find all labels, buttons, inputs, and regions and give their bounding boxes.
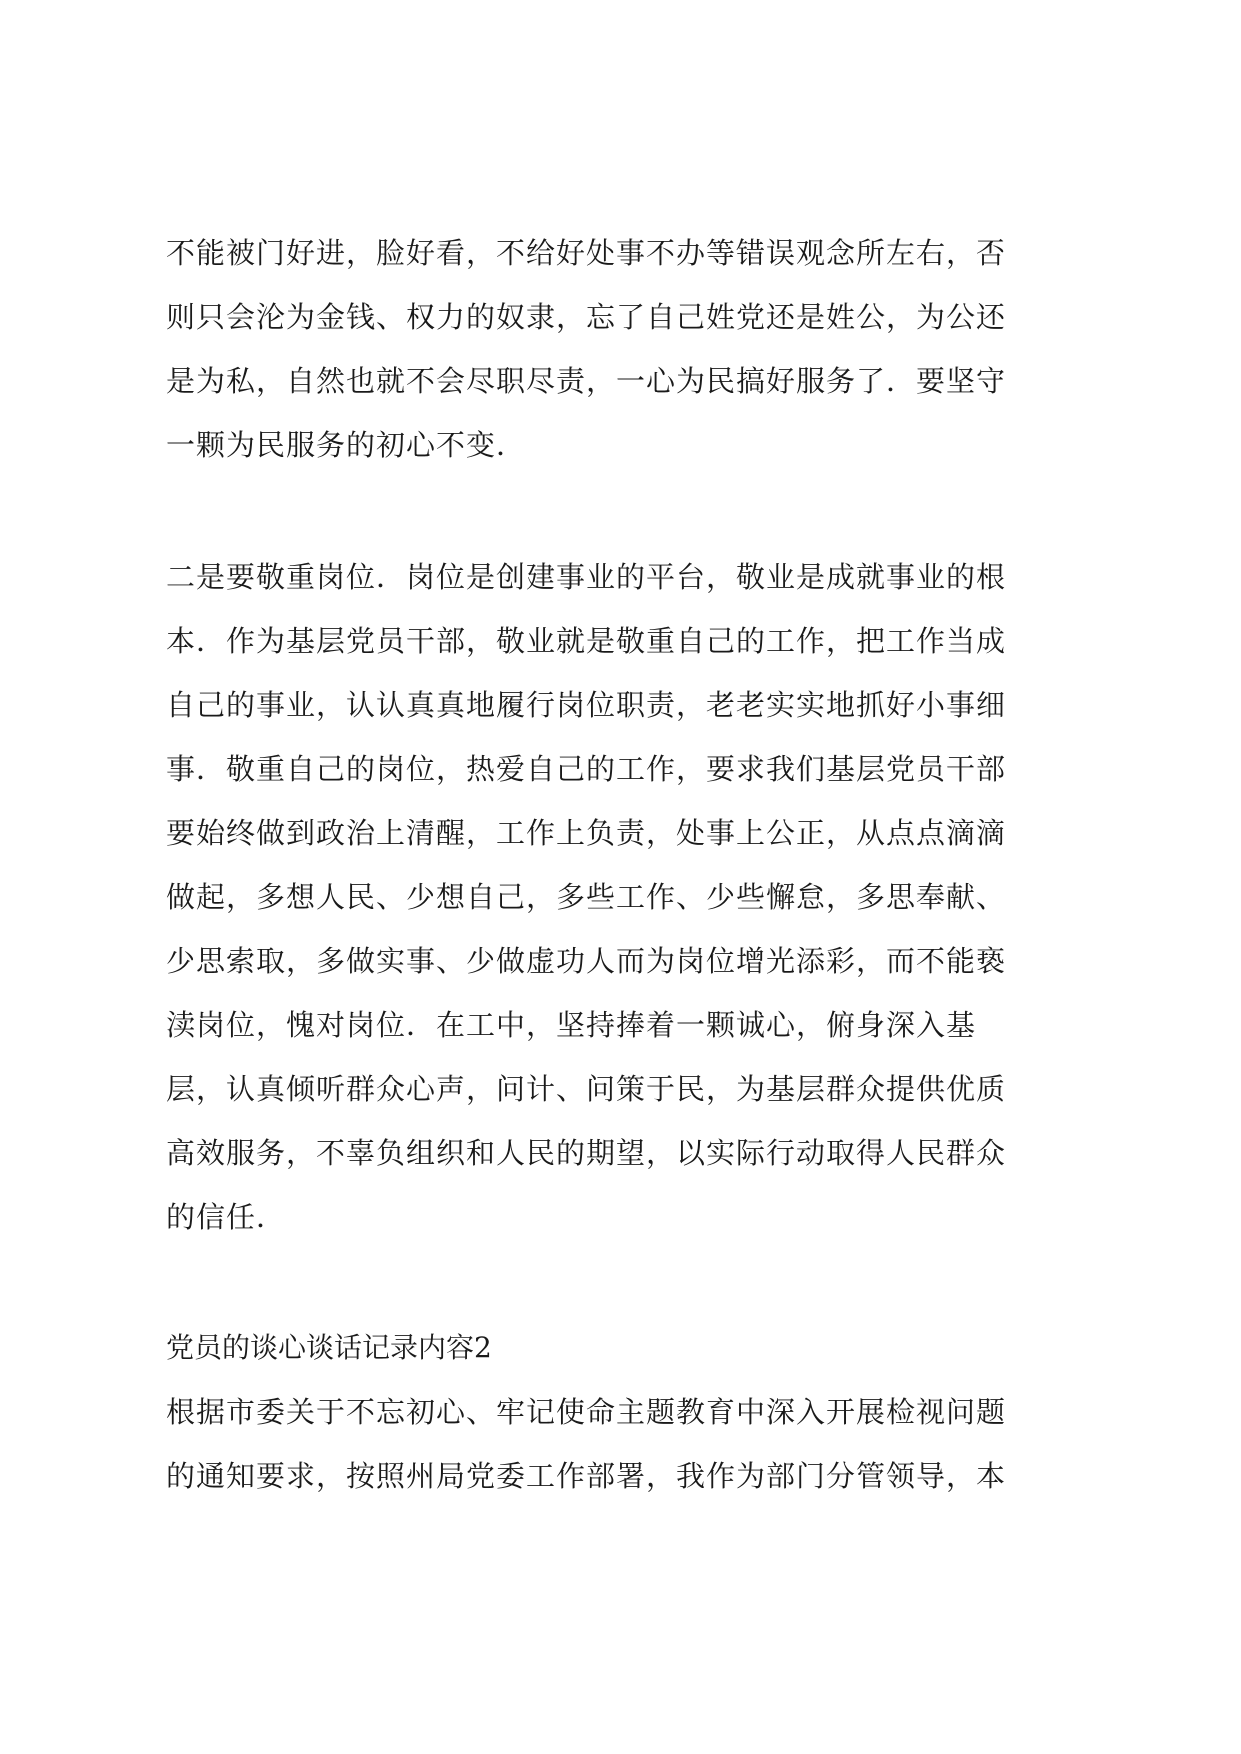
paragraph-1-line-3: 是为私，自然也就不会尽职尽责，一心为民搞好服务了．要坚守 — [166, 364, 1007, 398]
paragraph-1-line-4: 一颗为民服务的初心不变． — [166, 428, 527, 462]
paragraph-2-line-8: 渎岗位，愧对岗位．在工中，坚持捧着一颗诚心，俯身深入基 — [166, 1008, 977, 1042]
paragraph-2-line-3: 自己的事业，认认真真地履行岗位职责，老老实实地抓好小事细 — [166, 688, 1007, 722]
paragraph-2-line-10: 高效服务，不辜负组织和人民的期望，以实际行动取得人民群众 — [166, 1136, 1007, 1170]
paragraph-2-line-5: 要始终做到政治上清醒，工作上负责，处事上公正，从点点滴滴 — [166, 816, 1007, 850]
paragraph-2-line-4: 事．敬重自己的岗位，热爱自己的工作，要求我们基层党员干部 — [166, 752, 1007, 786]
paragraph-1-line-1: 不能被门好进，脸好看，不给好处事不办等错误观念所左右，否 — [166, 236, 1007, 270]
paragraph-2-line-2: 本．作为基层党员干部，敬业就是敬重自己的工作，把工作当成 — [166, 624, 1007, 658]
section-heading: 党员的谈心谈话记录内容2 — [166, 1331, 492, 1364]
paragraph-2-line-11: 的信任． — [166, 1200, 287, 1234]
paragraph-2-line-9: 层，认真倾听群众心声，问计、问策于民，为基层群众提供优质 — [166, 1072, 1007, 1106]
paragraph-3-line-1: 根据市委关于不忘初心、牢记使命主题教育中深入开展检视问题 — [166, 1395, 1007, 1429]
paragraph-1-line-2: 则只会沦为金钱、权力的奴隶，忘了自己姓党还是姓公，为公还 — [166, 300, 1007, 334]
paragraph-2-line-1: 二是要敬重岗位．岗位是创建事业的平台，敬业是成就事业的根 — [166, 560, 1007, 594]
paragraph-2-line-7: 少思索取，多做实事、少做虚功人而为岗位增光添彩，而不能亵 — [166, 944, 1007, 978]
paragraph-3-line-2: 的通知要求，按照州局党委工作部署，我作为部门分管领导，本 — [166, 1459, 1007, 1493]
paragraph-2-line-6: 做起，多想人民、少想自己，多些工作、少些懈怠，多思奉献、 — [166, 880, 1007, 914]
